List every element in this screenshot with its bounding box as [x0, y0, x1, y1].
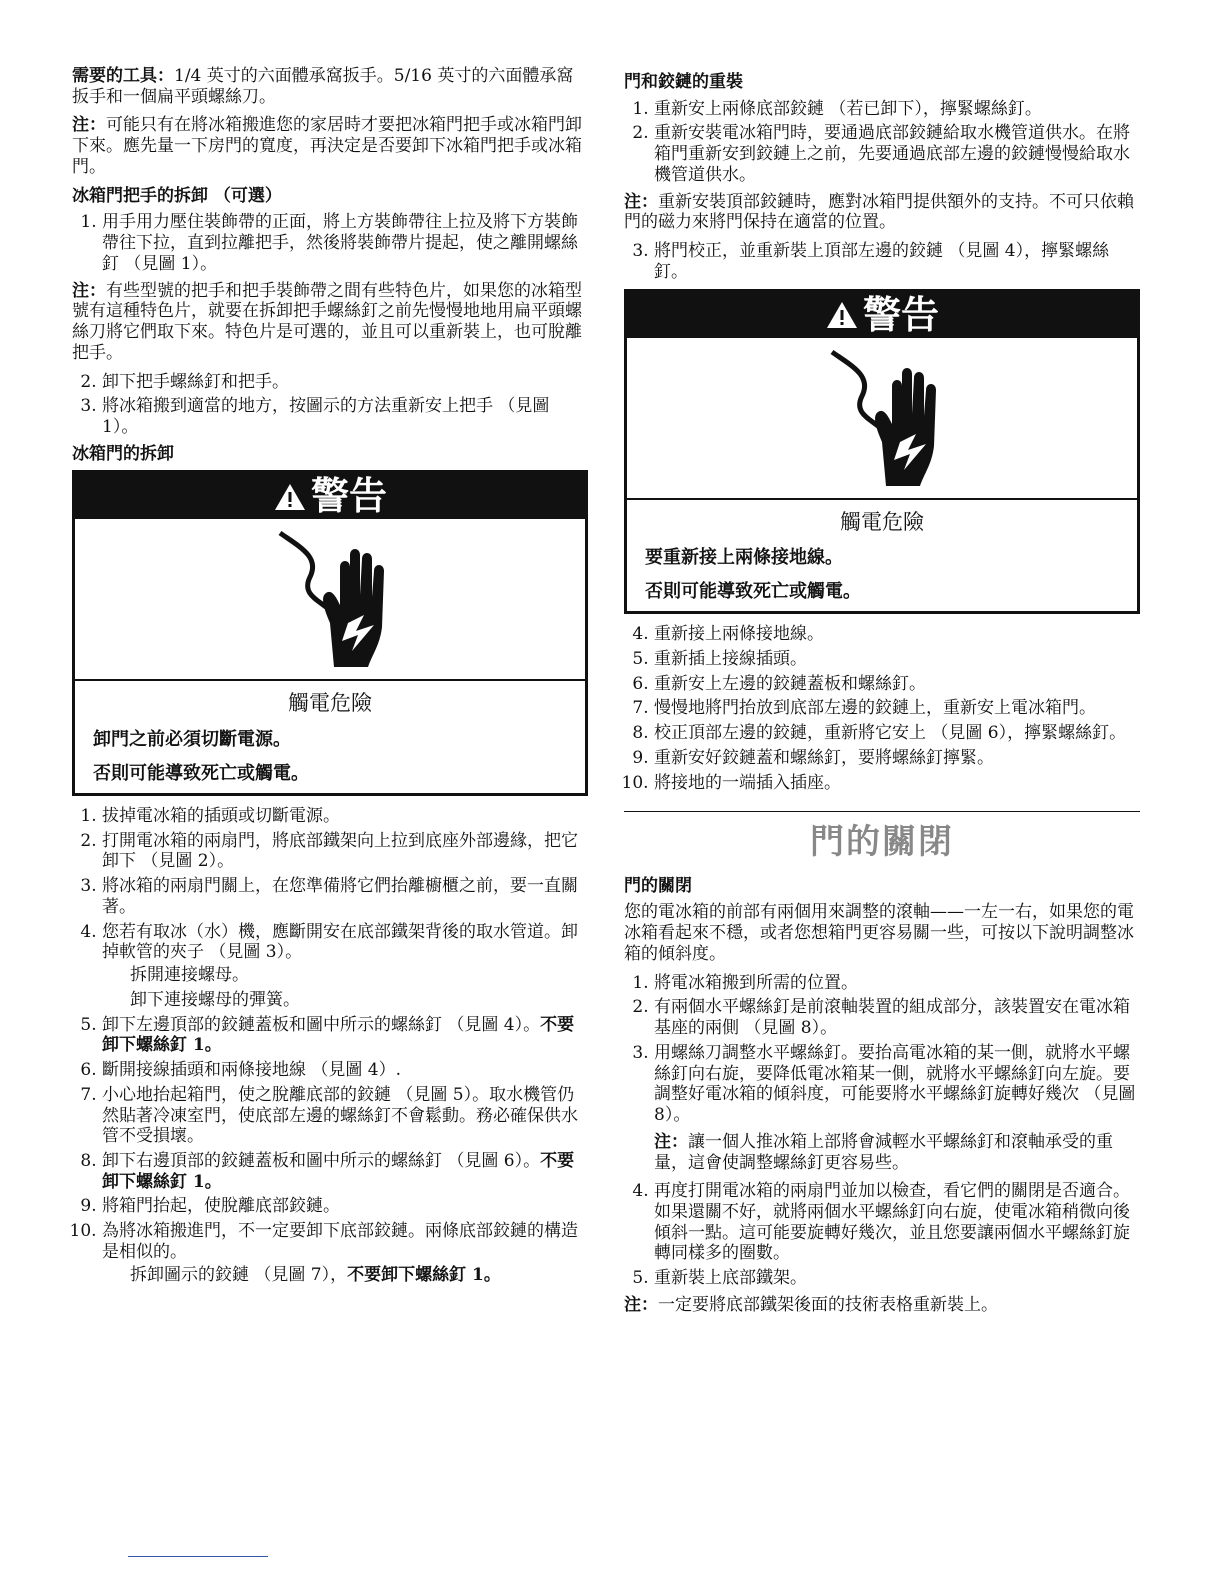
electric-shock-hand-icon — [260, 527, 400, 671]
tools-text: 1/4 英寸的六面體承窩扳手。5/16 英寸的六面體承窩扳手和一個扁平頭螺絲刀。 — [72, 66, 574, 107]
tools-label: 需要的工具： — [72, 66, 174, 86]
handle-removal-heading: 冰箱門把手的拆卸 （可選） — [72, 185, 282, 206]
reinstall-steps-a — [624, 99, 1140, 186]
door-removal-heading: 冰箱門的拆卸 — [72, 443, 174, 464]
right-column — [624, 66, 1140, 1324]
door-steps — [72, 806, 588, 1285]
list-item: 3. 將門校正，並重新裝上頂部左邊的鉸鏈 （見圖 4），擰緊螺絲釘。 — [654, 241, 1140, 282]
step-text: 卸下左邊頂部的鉸鏈蓋板和圖中所示的螺絲釘 （見圖 4）。 — [102, 1014, 541, 1035]
closing-steps — [624, 973, 1140, 1289]
step-text: 您若有取冰（水）機，應斷開安在底部鐵架背後的取水管道。卸掉軟管的夾子 （見圖 3）。 — [102, 921, 578, 963]
note-4 — [654, 1132, 1140, 1173]
sub-step: 拆開連接螺母。 — [130, 965, 249, 986]
step-bold-text: 不要卸下螺絲釘 1。 — [102, 1014, 575, 1056]
note-text: 一定要將底部鐵架後面的技術表格重新裝上。 — [658, 1294, 998, 1315]
tools-paragraph — [72, 66, 588, 107]
warning-label: 警告 — [310, 474, 387, 519]
note-5 — [624, 1295, 1140, 1316]
step-bold-text: 不要卸下螺絲釘 1。 — [102, 1151, 575, 1192]
reinstall-heading: 門和鉸鏈的重裝 — [624, 72, 743, 92]
sub-step: 卸下連接螺母的彈簧。 — [130, 989, 300, 1010]
warning-line: 卸門之前必須切斷電源。 — [93, 729, 291, 751]
reinstall-steps-c — [624, 624, 1140, 793]
list-item: 9. 將箱門抬起，使脫離底部鉸鏈。 — [102, 1196, 588, 1217]
handle-steps-a — [72, 212, 588, 274]
note-text: 可能只有在將冰箱搬進您的家居時才要把冰箱門把手或冰箱門卸下來。應先量一下房門的寬度，再決定是否要卸下冰箱門把手或冰箱門。 — [72, 115, 582, 177]
section-title: 門的關閉 — [810, 822, 954, 863]
list-item: 7. 慢慢地將門抬放到底部左邊的鉸鏈上，重新安上電冰箱門。 — [654, 698, 1140, 719]
note-1 — [72, 115, 588, 177]
list-item — [102, 1015, 588, 1056]
footer-rule — [128, 1556, 268, 1557]
warning-title: 觸電危險 — [288, 691, 372, 716]
handle-steps-b — [72, 372, 588, 438]
list-item: 10. 將接地的一端插入插座。 — [654, 773, 1140, 794]
note-label: 注： — [654, 1131, 688, 1152]
reinstall-steps-b — [624, 241, 1140, 282]
list-item: 3. 將冰箱的兩扇門關上，在您準備將它們抬離櫥櫃之前，要一直關著。 — [102, 876, 588, 917]
note-2 — [72, 281, 588, 364]
section-divider — [624, 811, 1140, 812]
list-item: 2. 有兩個水平螺絲釘是前滾軸裝置的組成部分，該裝置安在電冰箱基座的兩側 （見圖 8）。 — [654, 997, 1140, 1038]
sub-step — [130, 1265, 588, 1286]
shock-hazard-image — [627, 338, 1137, 500]
note-label: 注： — [72, 115, 106, 136]
step-text: 卸下右邊頂部的鉸鏈蓋板和圖中所示的螺絲釘 （見圖 6）。 — [102, 1151, 541, 1172]
list-item: 7. 小心地抬起箱門，使之脫離底部的鉸鏈 （見圖 5）。取水機管仍然貼著冷凍室門，使底部左邊的螺絲釘不會鬆動。務必確保供水管不受損壞。 — [102, 1085, 588, 1147]
list-item: 1. 拔掉電冰箱的插頭或切斷電源。 — [102, 806, 588, 827]
list-item: 1. 重新安上兩條底部鉸鏈 （若已卸下），擰緊螺絲釘。 — [654, 99, 1140, 120]
list-item: 2. 重新安裝電冰箱門時，要通過底部鉸鏈給取水機管道供水。在將箱門重新安到鉸鏈上之前，先要通過底部左邊的鉸鏈慢慢給取水機管道供水。 — [654, 123, 1140, 185]
warning-header — [75, 473, 585, 519]
warning-triangle-icon — [825, 294, 859, 340]
list-item — [102, 1151, 588, 1192]
step-bold-text: 不要卸下螺絲釘 1。 — [347, 1264, 501, 1285]
warning-line: 要重新接上兩條接地線。 — [645, 547, 843, 569]
list-item: 5. 重新插上接線插頭。 — [654, 649, 1140, 670]
note-text: 重新安裝頂部鉸鏈時，應對冰箱門提供額外的支持。不可只依賴門的磁力來將門保持在適當的位置。 — [624, 191, 1134, 233]
note-text: 有些型號的把手和把手裝飾帶之間有些特色片，如果您的冰箱型號有這種特色片，就要在拆卸把手螺絲釘之前先慢慢地地用扁平頭螺絲刀將它們取下來。特色片是可選的，並且可以重新裝上，也可脫離把手。 — [72, 280, 582, 363]
list-item — [654, 1043, 1140, 1173]
list-item: 8. 校正頂部左邊的鉸鏈，重新將它安上 （見圖 6），擰緊螺絲釘。 — [654, 723, 1140, 744]
note-label: 注： — [72, 280, 106, 301]
electric-shock-hand-icon — [812, 346, 952, 490]
list-item: 2. 卸下把手螺絲釘和把手。 — [102, 372, 588, 393]
warning-box — [624, 289, 1140, 615]
note-label: 注： — [624, 191, 658, 212]
sub-step-text: 拆卸圖示的鉸鏈 （見圖 7）， — [130, 1264, 348, 1285]
list-item: 1. 將電冰箱搬到所需的位置。 — [654, 973, 1140, 994]
closing-heading: 門的關閉 — [624, 875, 692, 896]
shock-hazard-image — [75, 519, 585, 681]
list-item: 1. 用手用力壓住裝飾帶的正面，將上方裝飾帶往上拉及將下方裝飾帶往下拉，直到拉離把手，然後將裝飾帶片提起，使之離開螺絲釘 （見圖 1）。 — [102, 212, 588, 274]
warning-label: 警告 — [862, 292, 939, 337]
note-3 — [624, 192, 1140, 233]
step-text: 用螺絲刀調整水平螺絲釘。要抬高電冰箱的某一側，就將水平螺絲釘向右旋，要降低電冰箱某一側，就將水平螺絲釘向左旋。要調整好電冰箱的傾斜度，可能要將水平螺絲釘旋轉好幾次 （見圖 8）。 — [654, 1042, 1136, 1126]
list-item: 9. 重新安好鉸鏈蓋和螺絲釘，要將螺絲釘擰緊。 — [654, 748, 1140, 769]
list-item: 4. 重新接上兩條接地線。 — [654, 624, 1140, 645]
warning-triangle-icon — [273, 476, 307, 522]
list-item: 5. 重新裝上底部鐵架。 — [654, 1268, 1140, 1289]
list-item: 3. 將冰箱搬到適當的地方，按圖示的方法重新安上把手 （見圖 1）。 — [102, 396, 588, 437]
list-item: 2. 打開電冰箱的兩扇門，將底部鐵架向上拉到底座外部邊緣，把它卸下 （見圖 2）。 — [102, 831, 588, 872]
warning-title: 觸電危險 — [840, 509, 924, 534]
warning-line: 否則可能導致死亡或觸電。 — [93, 763, 309, 785]
warning-header — [627, 292, 1137, 338]
list-item: 6. 斷開接線插頭和兩條接地線 （見圖 4）. — [102, 1060, 588, 1081]
list-item — [102, 922, 588, 1011]
note-label: 注： — [624, 1294, 658, 1315]
list-item — [102, 1221, 588, 1285]
list-item: 6. 重新安上左邊的鉸鏈蓋板和螺絲釘。 — [654, 674, 1140, 695]
left-column — [72, 66, 588, 1291]
closing-intro: 您的電冰箱的前部有兩個用來調整的滾軸——一左一右，如果您的電冰箱看起來不穩，或者您想箱門更容易關一些，可按以下說明調整冰箱的傾斜度。 — [624, 902, 1134, 964]
warning-box — [72, 470, 588, 796]
warning-line: 否則可能導致死亡或觸電。 — [645, 581, 861, 603]
step-text: 為將冰箱搬進門，不一定要卸下底部鉸鏈。兩條底部鉸鏈的構造是相似的。 — [102, 1221, 578, 1262]
list-item: 4. 再度打開電冰箱的兩扇門並加以檢查，看它們的關閉是否適合。如果還關不好，就將兩個水平螺絲釘向右旋，使電冰箱稍微向後傾斜一點。這可能要旋轉好幾次，並且您要讓兩個水平螺絲釘旋轉同樣多的圈數。 — [654, 1181, 1140, 1264]
note-text: 讓一個人推冰箱上部將會減輕水平螺絲釘和滾軸承受的重量，這會使調整螺絲釘更容易些。 — [654, 1131, 1113, 1173]
